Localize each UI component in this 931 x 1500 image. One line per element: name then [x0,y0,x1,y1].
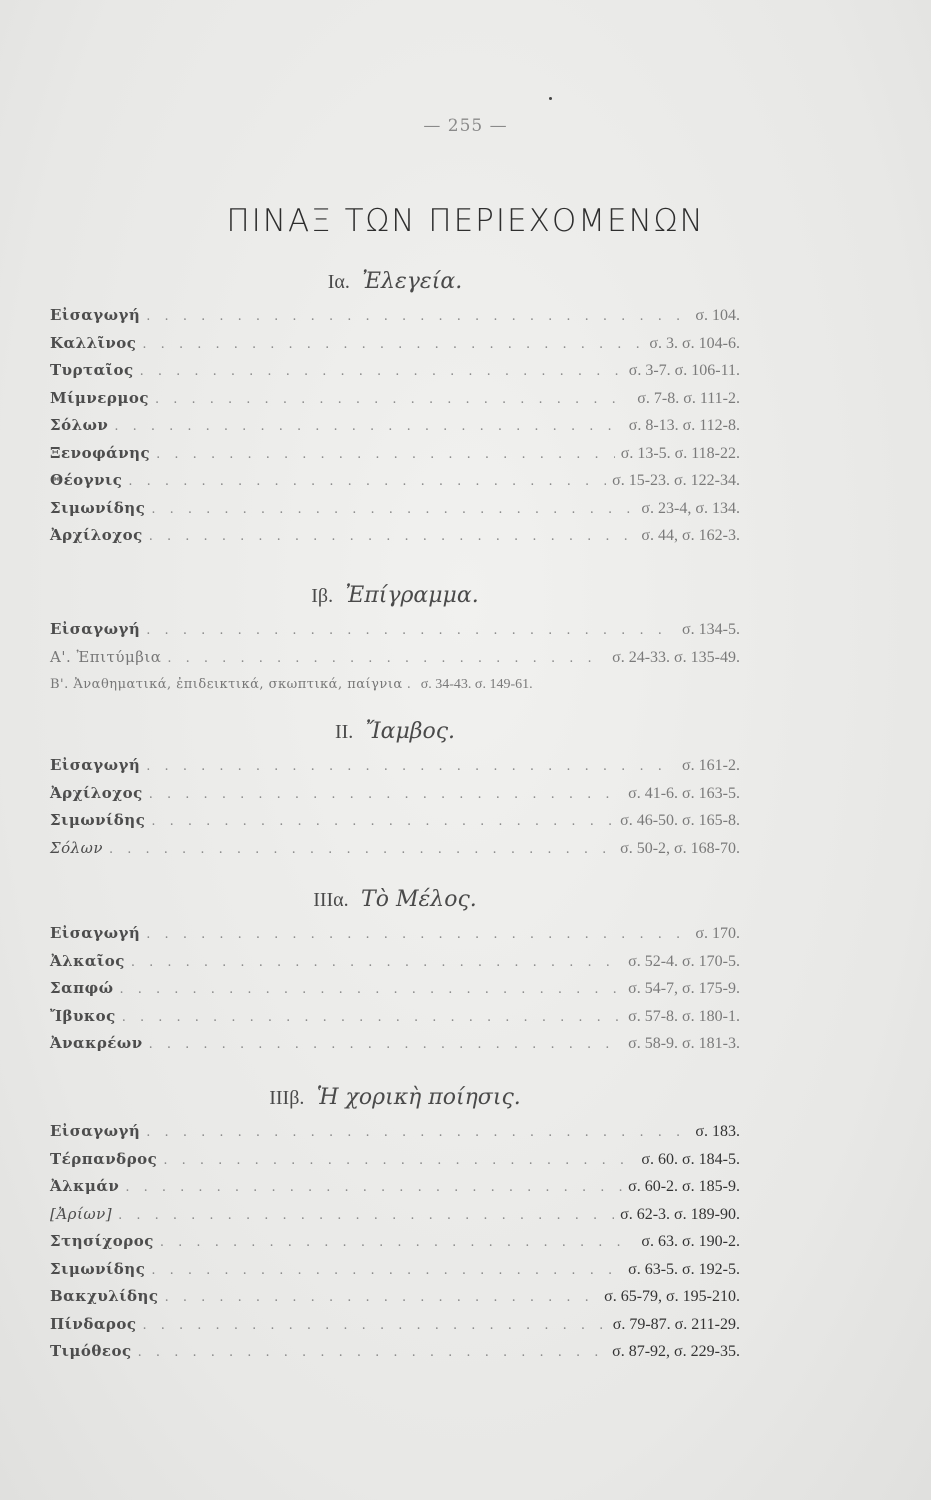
toc-row [50,616,740,644]
section-heading [50,884,740,914]
toc-page-ref: σ. 134-5. [682,621,740,638]
section-heading [50,1082,740,1112]
dot-leader [128,468,606,496]
toc-label: Τέρπανδρος [50,1149,158,1168]
toc-page-ref: σ. 65-79, σ. 195-210. [604,1288,740,1305]
toc-label: Α'. Ἐπιτύμβια [50,647,162,666]
toc-label: Καλλῖνος [50,333,137,352]
section-name: Ἐπίγραμμα. [345,583,479,608]
toc-page-ref: σ. 46-50. σ. 165-8. [620,812,740,829]
dot-leader [407,671,417,699]
section-number: ΙΙ. [334,721,354,743]
dot-leader [163,1147,635,1175]
toc-label: Τιμόθεος [50,1342,132,1360]
toc-row [50,495,740,523]
toc-label: Θέογνις [50,471,123,489]
toc-row [50,385,740,413]
toc-page-ref: σ. 7-8. σ. 111-2. [637,389,740,407]
toc-row [50,1228,740,1256]
dot-leader [118,1202,614,1230]
toc-page-ref: σ. 8-13. σ. 112-8. [628,417,740,434]
toc-page-ref: σ. 57-8. σ. 180-1. [628,1007,740,1025]
section-epigram [50,580,740,699]
dot-leader [119,976,622,1004]
toc-page-ref: σ. 62-3. σ. 189-90. [620,1205,740,1223]
toc-label: Μίμνερμος [50,388,149,407]
dot-leader [151,1257,622,1285]
toc-row [50,1118,740,1146]
dot-leader [149,1031,622,1059]
toc-page-ref: σ. 44, σ. 162-3. [641,527,740,544]
section-melos [50,884,740,1058]
section-name: Ἴαμβος. [365,719,456,744]
toc-row [50,357,740,385]
section-iambus [50,716,740,862]
page-number: — 255 — [423,116,508,136]
dot-leader [131,949,622,977]
toc-page-ref: σ. 63-5. σ. 192-5. [628,1260,740,1278]
toc-label: Πίνδαρος [50,1314,137,1333]
dot-leader [146,921,689,949]
dot-leader [156,441,615,469]
toc-row [50,330,740,358]
section-number: ΙΙΙα. [313,889,349,911]
toc-row [50,644,740,672]
toc-page-ref: σ. 13-5. σ. 118-22. [620,444,740,462]
toc-row [50,1146,740,1174]
toc-row [50,671,740,699]
toc-label: Εἰσαγωγή [50,756,141,774]
section-name: Τὸ Μέλος. [361,887,477,912]
dot-leader [140,358,623,386]
toc-row [50,1256,740,1284]
toc-label: Ἀρχίλοχος [50,526,143,544]
toc-page-ref: σ. 24-33. σ. 135-49. [612,648,740,666]
dot-leader [155,386,631,414]
toc-page-ref: σ. 60. σ. 184-5. [641,1150,740,1168]
toc-label: Β'. Ἀναθηματικά, ἐπιδεικτικά, σκωπτικά, παίγνια [50,677,403,692]
toc-label: Ἀλκμάν [50,1177,120,1195]
section-number: Ιβ. [311,585,334,607]
toc-label: [Ἀρίων] [50,1204,113,1223]
toc-label: Σιμωνίδης [50,498,146,517]
toc-label: Ἀρχίλοχος [50,783,143,802]
toc-row [50,467,740,495]
toc-page-ref: σ. 15-23. σ. 122-34. [612,472,740,489]
toc-label: Εἰσαγωγή [50,1122,141,1140]
toc-page-ref: σ. 63. σ. 190-2. [641,1233,740,1250]
toc-page-ref: σ. 183. [695,1123,740,1140]
toc-label: Εἰσαγωγή [50,620,141,638]
toc-label: Βακχυλίδης [50,1287,159,1305]
dot-leader [143,1312,607,1340]
dot-leader [167,645,606,673]
toc-page-ref: σ. 161-2. [682,757,740,774]
toc-page-ref: σ. 50-2, σ. 168-70. [620,839,740,857]
toc-row [50,1030,740,1058]
dot-leader [160,1229,636,1257]
dot-leader [146,617,676,645]
toc-page-ref: σ. 170. [695,925,740,942]
dot-leader [142,331,643,359]
toc-page-ref: σ. 3. σ. 104-6. [649,334,740,352]
toc-page-ref: σ. 23-4, σ. 134. [641,499,740,517]
toc-label: Εἰσαγωγή [50,924,141,942]
toc-row [50,522,740,550]
dot-leader [165,1284,599,1312]
section-heading [50,580,740,610]
toc-label: Τυρταῖος [50,361,134,379]
dot-leader [138,1339,606,1367]
toc-page-ref: σ. 34-43. σ. 149-61. [420,677,533,692]
toc-row [50,1201,740,1229]
section-choral-poetry [50,1082,740,1366]
toc-row [50,807,740,835]
section-number: ΙΙΙβ. [269,1087,305,1109]
toc-page-ref: σ. 54-7, σ. 175-9. [628,980,740,997]
dot-leader [122,1004,622,1032]
section-heading [50,716,740,746]
dot-leader [146,1119,689,1147]
toc-row [50,948,740,976]
toc-page-ref: σ. 58-9. σ. 181-3. [628,1035,740,1052]
dot-leader [149,523,636,551]
toc-page-ref: σ. 60-2. σ. 185-9. [628,1178,740,1195]
toc-row [50,835,740,863]
toc-row [50,920,740,948]
toc-row [50,412,740,440]
toc-row [50,780,740,808]
dot-leader [146,303,689,331]
section-name: Ἐλεγεία. [362,269,463,294]
section-heading [50,266,740,296]
toc-row [50,302,740,330]
dot-leader [149,781,622,809]
toc-row [50,1338,740,1366]
toc-label: Σιμωνίδης [50,811,146,829]
toc-row [50,1283,740,1311]
dot-leader [109,836,614,864]
toc-page-ref: σ. 52-4. σ. 170-5. [628,952,740,970]
toc-row [50,752,740,780]
toc-page-ref: σ. 41-6. σ. 163-5. [628,784,740,802]
toc-label: Ξενοφάνης [50,443,151,462]
dot-leader [114,413,622,441]
paper-speck [549,97,552,100]
toc-row [50,440,740,468]
toc-label: Σιμωνίδης [50,1259,146,1278]
toc-label: Εἰσαγωγή [50,306,141,324]
toc-label: Σαπφώ [50,979,114,997]
toc-page-ref: σ. 3-7. σ. 106-11. [628,362,740,379]
toc-page-ref: σ. 104. [695,307,740,324]
toc-row [50,1003,740,1031]
page-title: ΠΙΝΑΞ ΤΩΝ ΠΕΡΙΕΧΟΜΕΝΩΝ [226,203,705,239]
toc-label: Ἀλκαῖος [50,951,125,970]
toc-label: Σόλων [50,416,109,434]
dot-leader [125,1174,622,1202]
toc-label: Ἴβυκος [50,1006,116,1025]
section-elegy [50,266,740,550]
toc-row [50,1311,740,1339]
toc-row [50,975,740,1003]
toc-label: Στησίχορος [50,1232,154,1250]
dot-leader [146,753,676,781]
section-name: Ἡ χορικὴ ποίησις. [316,1085,521,1110]
dot-leader [151,808,614,836]
section-number: Ια. [327,271,350,293]
toc-label: Ἀνακρέων [50,1034,143,1052]
dot-leader [151,496,635,524]
toc-label: Σόλων [50,838,103,857]
toc-page-ref: σ. 87-92, σ. 229-35. [612,1343,740,1360]
toc-row [50,1173,740,1201]
toc-page-ref: σ. 79-87. σ. 211-29. [612,1315,740,1333]
